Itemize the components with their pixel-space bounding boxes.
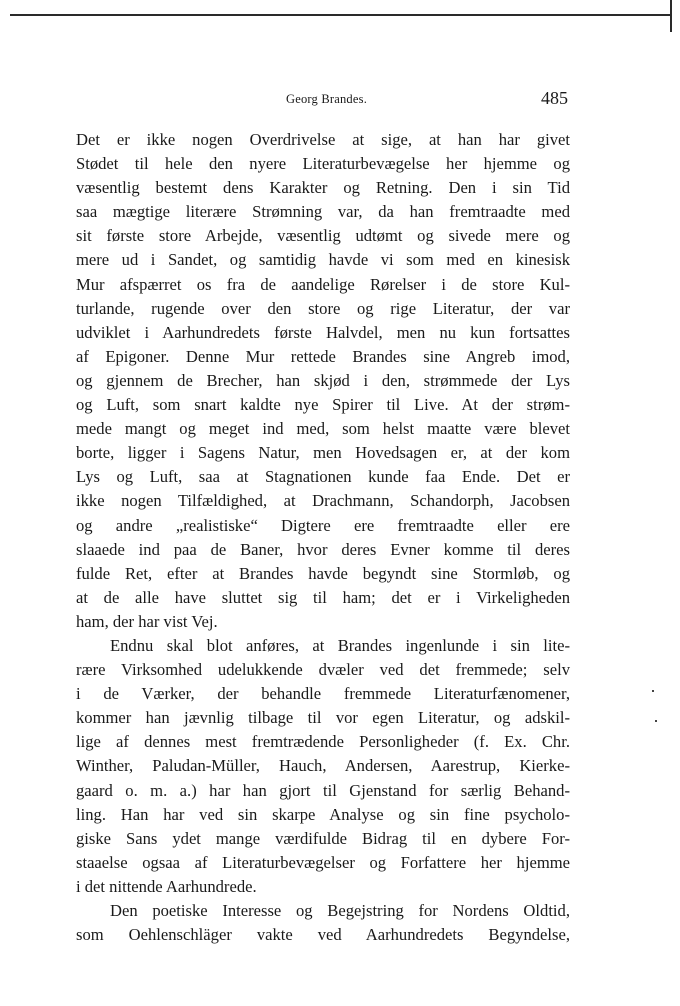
text-line: at de alle have sluttet sig til ham; det er i Virkeligheden <box>76 587 570 607</box>
text-line: væsentlig bestemt dens Karakter og Retning. Den i sin Tid <box>76 178 570 198</box>
body-text <box>76 128 570 947</box>
scan-border-top <box>10 14 670 16</box>
text-line: i de Værker, der behandle fremmede Literaturfænomener, <box>76 684 570 704</box>
text-line: og Luft, som snart kaldte nye Spirer til Live. At der strøm- <box>76 395 570 415</box>
text-line: lige af dennes mest fremtrædende Personligheder (f. Ex. Chr. <box>76 732 570 752</box>
text-line: rære Virksomhed udelukkende dvæler ved det fremmede; selv <box>76 660 570 680</box>
text-line: Stødet til hele den nyere Literaturbevægelse her hjemme og <box>76 154 570 174</box>
text-line: sit første store Arbejde, væsentlig udtømt og sivede mere og <box>76 226 570 246</box>
page-number: 485 <box>541 88 568 108</box>
text-line: Den poetiske Interesse og Begejstring for Nordens Oldtid, <box>110 901 570 920</box>
text-line: og andre „realistiske“ Digtere ere fremtraadte eller ere <box>76 515 570 535</box>
text-line: mede mangt og meget ind med, som helst maatte være blevet <box>76 419 570 439</box>
scan-border-right <box>670 0 672 32</box>
text-line: og gjennem de Brecher, han skjød i den, strømmede der Lys <box>76 370 570 390</box>
text-line: ikke nogen Tilfældighed, at Drachmann, Schandorph, Jacobsen <box>76 491 570 511</box>
header-author: Georg Brandes. <box>286 92 368 106</box>
text-line: saa mægtige literære Strømning var, da han fremtraadte med <box>76 202 570 222</box>
text-line: i det nittende Aarhundrede. <box>76 876 257 896</box>
text-line: Mur afspærret os fra de aandelige Rørelser i de store Kul- <box>76 274 570 294</box>
scan-speck <box>652 690 654 692</box>
text-line: turlande, rugende over den store og rige Literatur, der var <box>76 298 570 318</box>
text-line: Endnu skal blot anføres, at Brandes ingenlunde i sin lite- <box>110 635 570 655</box>
text-line: giske Sans ydet mange værdifulde Bidrag til en dybere For- <box>76 828 570 848</box>
text-line: staaelse ogsaa af Literaturbevægelser og Forfattere her hjemme <box>76 852 570 872</box>
text-line: Lys og Luft, saa at Stagnationen kunde faa Ende. Det er <box>76 467 570 487</box>
text-line: af Epigoner. Denne Mur rettede Brandes sine Angreb imod, <box>76 346 570 366</box>
text-line: ling. Han har ved sin skarpe Analyse og sin fine psycholo- <box>76 804 570 824</box>
text-line: slaaede ind paa de Baner, hvor deres Evner komme til deres <box>76 539 570 559</box>
scan-speck <box>655 720 657 722</box>
text-line: fulde Ret, efter at Brandes havde begyndt sine Stormløb, og <box>76 563 570 583</box>
text-line: gaard o. m. a.) har han gjort til Gjenstand for særlig Behand- <box>76 780 570 800</box>
text-line: ham, der har vist Vej. <box>76 611 218 631</box>
text-line: Winther, Paludan-Müller, Hauch, Andersen, Aarestrup, Kierke- <box>76 756 570 776</box>
text-line: udviklet i Aarhundredets første Halvdel, men nu kun fortsattes <box>76 322 570 342</box>
text-line: Det er ikke nogen Overdrivelse at sige, at han har givet <box>76 130 570 149</box>
text-line: kommer han jævnlig tilbage til vor egen Literatur, og adskil- <box>76 708 570 728</box>
text-line: som Oehlenschläger vakte ved Aarhundredets Begyndelse, <box>76 925 570 945</box>
text-line: borte, ligger i Sagens Natur, men Hovedsagen er, at der kom <box>76 443 570 463</box>
text-line: mere ud i Sandet, og samtidig havde vi som med en kinesisk <box>76 250 570 270</box>
